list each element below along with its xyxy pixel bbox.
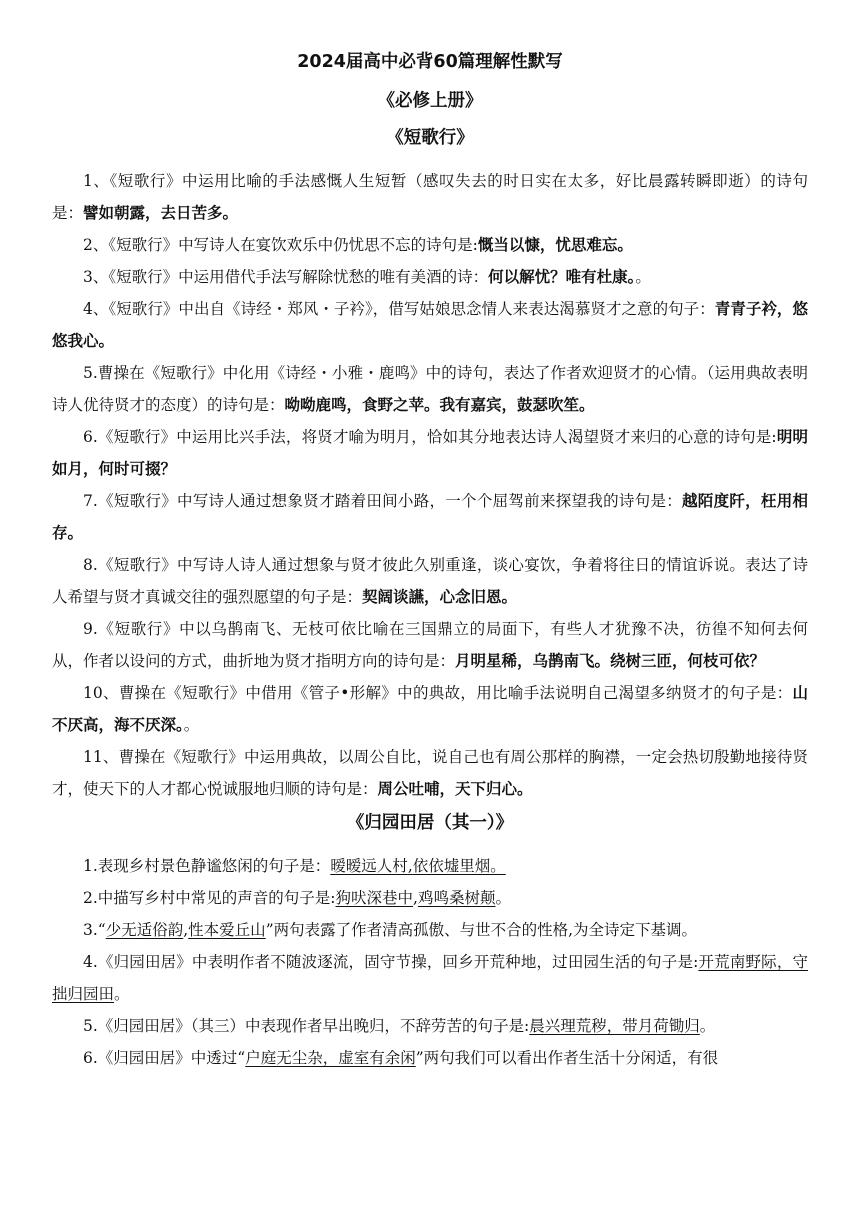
answer-text: 契阔谈讌，心念旧恩。 (362, 588, 518, 606)
question-item: 2、《短歌行》中写诗人在宴饮欢乐中仍忧思不忘的诗句是:慨当以慷，忧思难忘。 (83, 236, 633, 254)
volume-heading: 《必修上册》 (377, 91, 483, 111)
question-item: 5.《归园田居》（其三）中表现作者早出晚归，不辞劳苦的句子是:晨兴理荒秽，带月荷锄归。 (83, 1017, 716, 1035)
answer-text: 暧暧远人村 (330, 857, 408, 875)
answer-text: 譬如朝露，去日苦多。 (83, 204, 239, 222)
answer-text: 月明星稀，乌鹊南飞。绕树三匝，何枝可依？ (455, 652, 766, 670)
question-item: 10、曹操在《短歌行》中借用《管子•形解》中的典故，用比喻手法说明自己渴望多纳贤才的句子是：山不厌高，海不厌深。。 (52, 684, 808, 734)
answer-text: 呦呦鹿鸣，食野之苹。我有嘉宾，鼓瑟吹笙。 (284, 396, 595, 414)
section-heading-duangexing: 《短歌行》 (386, 128, 474, 148)
question-item: 5.曹操在《短歌行》中化用《诗经・小雅・鹿鸣》中的诗句，表达了作者欢迎贤才的心情。（运用典故表明诗人优待贤才的态度）的诗句是：呦呦鹿鸣，食野之苹。我有嘉宾，鼓瑟吹笙。 (52, 364, 808, 414)
question-item: 3、《短歌行》中运用借代手法写解除忧愁的唯有美酒的诗：何以解忧？唯有杜康。。 (83, 268, 651, 286)
answer-text: 晨兴理荒秽，带月荷锄归 (529, 1017, 700, 1035)
document-title: 2024届高中必背60篇理解性默写 (297, 52, 563, 72)
answer-text: 开荒南野际，守拙归园田 (52, 953, 808, 1003)
answer-text: 狗吠深巷中 (335, 889, 414, 907)
question-item: 1.表现乡村景色静谧悠闲的句子是：暧暧远人村,依依墟里烟。 (83, 857, 506, 875)
question-item: 7.《短歌行》中写诗人通过想象贤才踏着田间小路，一个个屈驾前来探望我的诗句是：越陌度阡，枉用相存。 (52, 492, 808, 542)
question-item: 8.《短歌行》中写诗人诗人通过想象与贤才彼此久别重逢，谈心宴饮，争着将往日的情谊诉说。表达了诗人希望与贤才真诚交往的强烈愿望的句子是：契阔谈讌，心念旧恩。 (52, 556, 808, 606)
question-item: 6.《归园田居》中透过“户庭无尘杂，虚室有余闲”两句我们可以看出作者生活十分闲适，有很 (83, 1049, 719, 1067)
answer-text: 何以解忧？唯有杜康。 (488, 268, 636, 286)
answer-text: 鸡鸣桑树颠 (417, 889, 496, 907)
answer-text: 明明如月，何时可掇？ (52, 428, 808, 478)
question-item: 4.《归园田居》中表明作者不随波逐流，固守节操，回乡开荒种地，过田园生活的句子是:开荒南野际，守拙归园田。 (52, 953, 808, 1003)
answer-text: 依依墟里烟。 (412, 857, 506, 875)
section-heading-guiyuantianju: 《归园田居（其一）》 (346, 813, 514, 833)
answer-text: 慨当以慷，忧思难忘。 (477, 236, 633, 254)
answer-text: 青青子衿，悠悠我心。 (52, 300, 808, 350)
question-item: 11、曹操在《短歌行》中运用典故，以周公自比，说自己也有周公那样的胸襟，一定会热切殷勤地接待贤才，使天下的人才都心悦诚服地归顺的诗句是：周公吐哺，天下归心。 (52, 748, 808, 798)
question-item: 9.《短歌行》中以乌鹊南飞、无枝可依比喻在三国鼎立的局面下，有些人才犹豫不决，彷徨不知何去何从，作者以设问的方式，曲折地为贤才指明方向的诗句是：月明星稀，乌鹊南飞。绕树三匝，何枝可依？ (52, 620, 808, 670)
answer-text: 越陌度阡，枉用相存。 (52, 492, 808, 542)
question-item: 3.“少无适俗韵,性本爱丘山”两句表露了作者清高孤傲、与世不合的性格,为全诗定下基调。 (83, 921, 698, 939)
answer-text: 周公吐哺，天下归心。 (377, 780, 533, 798)
question-item: 4、《短歌行》中出自《诗经・郑风・子衿》，借写姑娘思念情人来表达渴慕贤才之意的句子：青青子衿，悠悠我心。 (52, 300, 808, 350)
question-item: 6.《短歌行》中运用比兴手法，将贤才喻为明月，恰如其分地表达诗人渴望贤才来归的心意的诗句是:明明如月，何时可掇？ (52, 428, 808, 478)
answer-text: 性本爱丘山 (188, 921, 266, 939)
answer-text: 户庭无尘杂，虚室有余闲 (245, 1049, 416, 1067)
question-item: 2.中描写乡村中常见的声音的句子是:狗吠深巷中,鸡鸣桑树颠。 (83, 889, 511, 907)
answer-text: 山不厌高，海不厌深。 (52, 684, 808, 734)
question-item: 1、《短歌行》中运用比喻的手法感慨人生短暂（感叹失去的时日实在太多，好比晨露转瞬即逝）的诗句是：譬如朝露，去日苦多。 (52, 172, 808, 222)
answer-text: 少无适俗韵 (105, 921, 184, 939)
